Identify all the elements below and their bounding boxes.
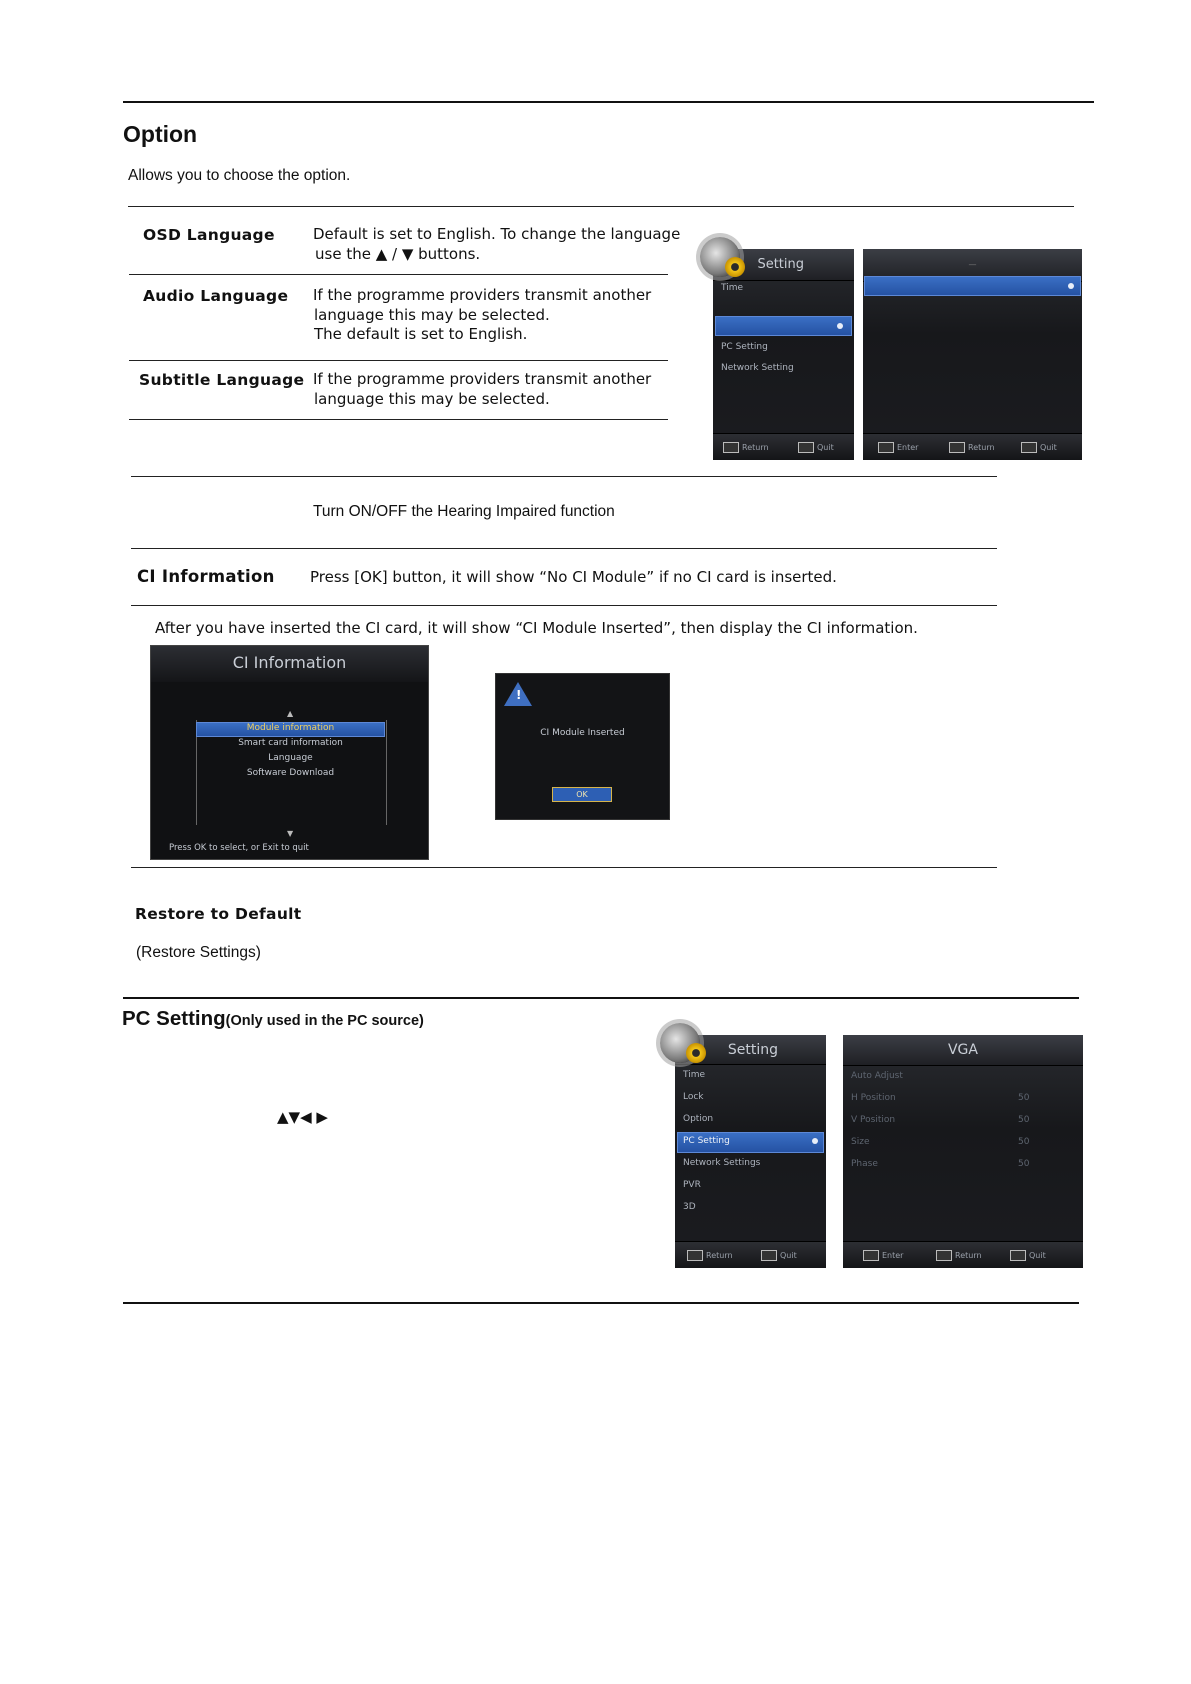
subtitle-language-term: Subtitle Language bbox=[139, 371, 305, 389]
gear-icon bbox=[686, 1043, 706, 1063]
return-key: Return bbox=[949, 442, 995, 453]
osd-language-term: OSD Language bbox=[143, 226, 275, 244]
selected-row bbox=[715, 316, 852, 336]
vga-footer bbox=[843, 1241, 1083, 1268]
ci-item-smart-card: Smart card information bbox=[238, 738, 343, 748]
ci-item-module-information: Module information bbox=[246, 723, 335, 733]
setting-menu-header: Setting bbox=[675, 1035, 826, 1065]
setting-menu-screenshot-pc bbox=[675, 1035, 826, 1268]
osd-language-desc-2: use the ▲ / ▼ buttons. bbox=[315, 245, 481, 263]
gear-icon bbox=[725, 257, 745, 277]
quit-key: Quit bbox=[1021, 442, 1057, 453]
pc-setting-heading bbox=[122, 1007, 424, 1031]
audio-language-desc-1: If the programme providers transmit another bbox=[313, 286, 652, 304]
divider bbox=[129, 360, 668, 361]
section-title-option: Option bbox=[123, 121, 198, 147]
scroll-up-icon: ▲ bbox=[287, 709, 294, 718]
menu-item-network-settings: Network Settings bbox=[683, 1158, 761, 1168]
option-panel-header: — bbox=[863, 249, 1082, 282]
divider bbox=[131, 605, 997, 606]
divider bbox=[129, 274, 668, 275]
ci-information-screenshot bbox=[150, 645, 429, 860]
enter-key: Enter bbox=[878, 442, 918, 453]
divider bbox=[129, 419, 668, 420]
setting-menu-header: Setting bbox=[713, 249, 854, 281]
return-key: Return bbox=[723, 442, 769, 453]
ci-screen-title: CI Information bbox=[151, 646, 428, 682]
return-key: Return bbox=[936, 1250, 982, 1261]
section-title-pc-setting: PC Setting bbox=[122, 1007, 226, 1030]
vga-panel-header: VGA bbox=[843, 1035, 1083, 1066]
quit-key: Quit bbox=[1010, 1250, 1046, 1261]
osd-language-desc-1: Default is set to English. To change the language bbox=[313, 225, 681, 243]
subtitle-language-desc-1: If the programme providers transmit another bbox=[313, 370, 652, 388]
menu-item-pc-setting: PC Setting bbox=[683, 1136, 730, 1146]
section-rule bbox=[123, 997, 1079, 999]
selected-dot-icon bbox=[1068, 283, 1074, 289]
vga-item-h-position: H Position bbox=[851, 1093, 896, 1103]
ci-information-desc: Press [OK] button, it will show “No CI Module” if no CI card is inserted. bbox=[310, 568, 837, 586]
return-key: Return bbox=[687, 1250, 733, 1261]
setting-menu-screenshot bbox=[713, 249, 854, 460]
bottom-rule bbox=[123, 1302, 1079, 1304]
hearing-impaired-desc: Turn ON/OFF the Hearing Impaired function bbox=[313, 503, 615, 520]
divider bbox=[131, 548, 997, 549]
vga-value-size: 50 bbox=[1018, 1137, 1030, 1147]
divider bbox=[128, 206, 1074, 207]
vga-panel-screenshot bbox=[843, 1035, 1083, 1268]
ci-hint: Press OK to select, or Exit to quit bbox=[169, 843, 309, 853]
ci-item-language: Language bbox=[268, 753, 313, 763]
audio-language-desc-3: The default is set to English. bbox=[314, 325, 528, 343]
vga-item-auto-adjust: Auto Adjust bbox=[851, 1071, 903, 1081]
vga-item-v-position: V Position bbox=[851, 1115, 896, 1125]
subtitle-language-desc-2: language this may be selected. bbox=[314, 390, 550, 408]
menu-item-3d: 3D bbox=[683, 1202, 696, 1212]
ok-button[interactable]: OK bbox=[552, 787, 612, 802]
menu-item-network-setting: Network Setting bbox=[721, 363, 794, 373]
menu-item-pc-setting: PC Setting bbox=[721, 342, 768, 352]
menu-footer bbox=[713, 433, 854, 460]
restore-default-desc: (Restore Settings) bbox=[136, 944, 261, 961]
menu-item-time: Time bbox=[721, 283, 744, 293]
quit-key: Quit bbox=[761, 1250, 797, 1261]
menu-item-option: Option bbox=[683, 1114, 714, 1124]
scroll-down-icon: ▼ bbox=[287, 829, 294, 838]
ci-item-software-download: Software Download bbox=[246, 768, 335, 778]
selected-dot-icon bbox=[837, 323, 843, 329]
ci-information-term: CI Information bbox=[137, 567, 275, 586]
menu-item-pvr: PVR bbox=[683, 1180, 701, 1190]
vga-item-size: Size bbox=[851, 1137, 870, 1147]
audio-language-term: Audio Language bbox=[143, 287, 289, 305]
divider bbox=[131, 867, 997, 868]
ci-dialog-message: CI Module Inserted bbox=[540, 728, 625, 738]
menu-footer bbox=[675, 1241, 826, 1268]
audio-language-desc-2: language this may be selected. bbox=[314, 306, 550, 324]
panel-footer bbox=[863, 433, 1082, 460]
vga-item-phase: Phase bbox=[851, 1159, 878, 1169]
arrow-keys-icon: ▲▼◀ ▶ bbox=[277, 1108, 328, 1126]
ci-inserted-desc: After you have inserted the CI card, it will show “CI Module Inserted”, then display the CI information. bbox=[155, 619, 918, 637]
option-panel-screenshot bbox=[863, 249, 1082, 460]
menu-item-time: Time bbox=[683, 1070, 706, 1080]
selected-row bbox=[864, 276, 1081, 296]
pc-setting-subtitle: (Only used in the PC source) bbox=[225, 1013, 424, 1029]
divider bbox=[131, 476, 997, 477]
vga-value-h-position: 50 bbox=[1018, 1093, 1030, 1103]
top-rule bbox=[123, 101, 1094, 103]
quit-key: Quit bbox=[798, 442, 834, 453]
option-intro: Allows you to choose the option. bbox=[128, 167, 351, 184]
restore-default-term: Restore to Default bbox=[135, 905, 302, 923]
menu-item-lock: Lock bbox=[683, 1092, 704, 1102]
vga-value-phase: 50 bbox=[1018, 1159, 1030, 1169]
selected-dot-icon bbox=[812, 1138, 818, 1144]
ci-module-dialog: ! CI Module Inserted OK bbox=[495, 673, 670, 820]
enter-key: Enter bbox=[863, 1250, 903, 1261]
vga-value-v-position: 50 bbox=[1018, 1115, 1030, 1125]
